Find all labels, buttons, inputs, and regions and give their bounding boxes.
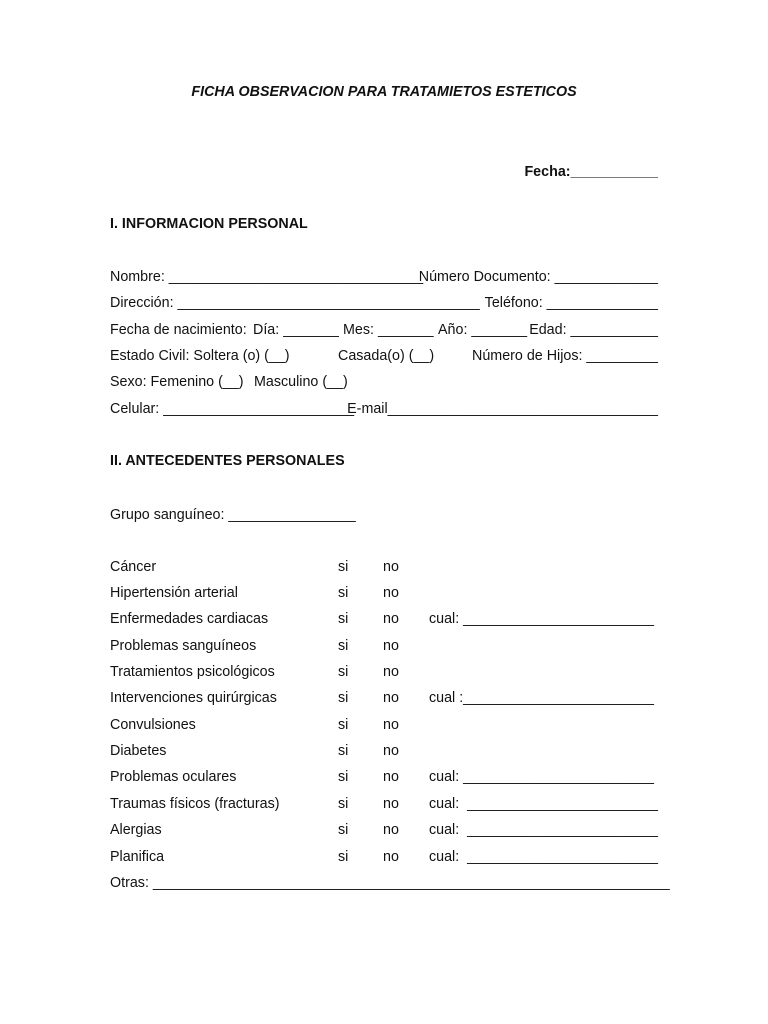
section-heading-antecedentes: II. ANTECEDENTES PERSONALES bbox=[110, 453, 345, 469]
cual-field[interactable]: cual :________________________ bbox=[429, 690, 655, 706]
no-option[interactable]: no bbox=[383, 559, 399, 575]
anio-field[interactable]: Año: _______ bbox=[438, 322, 528, 338]
condition-label: Intervenciones quirúrgicas bbox=[110, 690, 277, 706]
sexo-femenino-field[interactable]: Sexo: Femenino (__) bbox=[110, 374, 244, 390]
grupo-sanguineo-field[interactable]: Grupo sanguíneo: ________________ bbox=[110, 507, 356, 523]
si-option[interactable]: si bbox=[338, 664, 349, 680]
no-option[interactable]: no bbox=[383, 638, 399, 654]
condition-label: Problemas sanguíneos bbox=[110, 638, 257, 654]
cual-field[interactable]: cual: ________________________ bbox=[429, 822, 658, 838]
condition-label: Cáncer bbox=[110, 559, 157, 575]
si-option[interactable]: si bbox=[338, 822, 349, 838]
dia-field[interactable]: Día: _______ bbox=[253, 322, 339, 338]
si-option[interactable]: si bbox=[338, 743, 349, 759]
no-option[interactable]: no bbox=[383, 769, 399, 785]
no-option[interactable]: no bbox=[383, 690, 399, 706]
direccion-field[interactable]: Dirección: ______________________________________ bbox=[110, 295, 480, 311]
email-field[interactable]: E-mail__________________________________ bbox=[347, 401, 658, 417]
no-option[interactable]: no bbox=[383, 743, 399, 759]
otras-field[interactable]: Otras: _________________________________________________________________ bbox=[110, 875, 670, 891]
cual-field[interactable]: cual: ________________________ bbox=[429, 849, 658, 865]
no-option[interactable]: no bbox=[383, 664, 399, 680]
si-option[interactable]: si bbox=[338, 690, 349, 706]
cual-field[interactable]: cual: ________________________ bbox=[429, 769, 655, 785]
no-option[interactable]: no bbox=[383, 796, 399, 812]
condition-label: Enfermedades cardiacas bbox=[110, 611, 269, 627]
si-option[interactable]: si bbox=[338, 796, 349, 812]
condition-label: Problemas oculares bbox=[110, 769, 237, 785]
si-option[interactable]: si bbox=[338, 559, 349, 575]
si-option[interactable]: si bbox=[338, 849, 349, 865]
no-option[interactable]: no bbox=[383, 717, 399, 733]
condition-label: Convulsiones bbox=[110, 717, 196, 733]
masculino-field[interactable]: Masculino (__) bbox=[254, 374, 348, 390]
fecha-nacimiento-label: Fecha de nacimiento: bbox=[110, 322, 247, 338]
condition-label: Diabetes bbox=[110, 743, 167, 759]
condition-label: Planifica bbox=[110, 849, 165, 865]
no-option[interactable]: no bbox=[383, 611, 399, 627]
si-option[interactable]: si bbox=[338, 611, 349, 627]
condition-label: Tratamientos psicológicos bbox=[110, 664, 275, 680]
document-title: FICHA OBSERVACION PARA TRATAMIETOS ESTETICOS bbox=[191, 84, 577, 100]
condition-label: Alergias bbox=[110, 822, 162, 838]
si-option[interactable]: si bbox=[338, 585, 349, 601]
si-option[interactable]: si bbox=[338, 638, 349, 654]
casada-field[interactable]: Casada(o) (__) bbox=[338, 348, 435, 364]
cual-field[interactable]: cual: ________________________ bbox=[429, 796, 658, 812]
estado-civil-soltera-field[interactable]: Estado Civil: Soltera (o) (__) bbox=[110, 348, 290, 364]
no-option[interactable]: no bbox=[383, 585, 399, 601]
numero-hijos-field[interactable]: Número de Hijos: _________ bbox=[472, 348, 658, 364]
section-heading-personal: I. INFORMACION PERSONAL bbox=[110, 216, 308, 232]
cual-field[interactable]: cual: ________________________ bbox=[429, 611, 655, 627]
telefono-field[interactable]: Teléfono: ______________ bbox=[484, 295, 658, 311]
no-option[interactable]: no bbox=[383, 849, 399, 865]
condition-label: Hipertensión arterial bbox=[110, 585, 238, 601]
no-option[interactable]: no bbox=[383, 822, 399, 838]
nombre-field[interactable]: Nombre: ________________________________ bbox=[110, 269, 424, 285]
edad-field[interactable]: Edad: ___________ bbox=[529, 322, 658, 338]
fecha-field[interactable]: Fecha:___________ bbox=[524, 164, 658, 180]
numero-documento-field[interactable]: Número Documento: _____________ bbox=[418, 269, 658, 285]
mes-field[interactable]: Mes: _______ bbox=[343, 322, 434, 338]
si-option[interactable]: si bbox=[338, 769, 349, 785]
condition-label: Traumas físicos (fracturas) bbox=[110, 796, 280, 812]
si-option[interactable]: si bbox=[338, 717, 349, 733]
celular-field[interactable]: Celular: ________________________ bbox=[110, 401, 355, 417]
